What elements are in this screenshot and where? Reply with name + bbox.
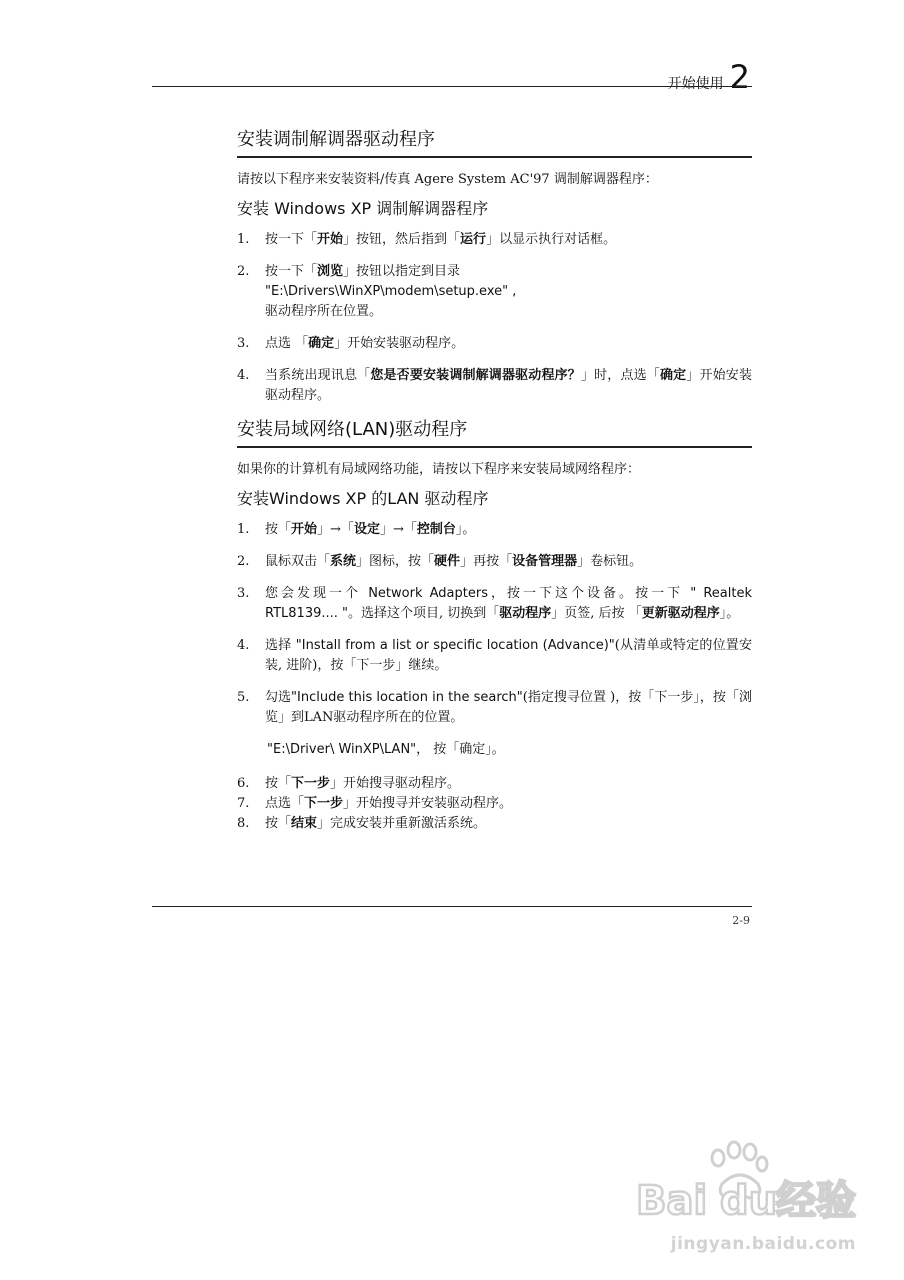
- step-text: 」图标，按「: [356, 554, 435, 569]
- ui-term: 浏览: [317, 264, 344, 279]
- option-name: "Install from a list or specific location (Advance)": [295, 638, 615, 653]
- ui-term: 系统: [330, 554, 357, 569]
- list-item: [237, 230, 752, 250]
- ui-term: 运行: [460, 232, 487, 247]
- page-content: [237, 128, 752, 834]
- step-text: 按「: [265, 776, 292, 791]
- step-text: (指定搜寻位置 )，按「下一步」，按「浏览」到LAN驱动程序所在的位置。: [265, 690, 752, 725]
- chapter-label: 开始使用: [667, 76, 724, 92]
- footer-rule: [152, 906, 752, 907]
- ui-term: 您是否要安装调制解调器驱动程序？: [370, 368, 581, 383]
- lan-path-note: "E:\Driver\ WinXP\LAN"， 按「确定」。: [267, 742, 505, 757]
- ui-term: 开始: [317, 232, 344, 247]
- ui-term: 设定: [353, 522, 380, 537]
- baidu-paw-logo-icon: [636, 1140, 861, 1230]
- baidu-jingyan-watermark: [636, 1140, 861, 1260]
- step-text: 您会发现一个: [265, 586, 369, 601]
- step-number: 4.: [237, 368, 250, 383]
- step-number: 2.: [237, 554, 250, 569]
- lan-driver-section: [237, 418, 752, 834]
- step-number: 3.: [237, 586, 250, 601]
- file-path: "E:\Drivers\WinXP\modem\setup.exe" ,: [265, 284, 517, 299]
- list-item: [237, 636, 752, 676]
- step-text: 」开始搜寻并安装驱动程序。: [343, 796, 513, 811]
- chapter-header: [600, 58, 750, 96]
- step-number: 7.: [237, 796, 250, 811]
- step-number: 5.: [237, 690, 250, 705]
- subtitle-lan-xp: 安装Windows XP 的LAN 驱动程序: [237, 489, 489, 508]
- step-text: 按「: [265, 522, 292, 537]
- watermark-url: jingyan.baidu.com: [670, 1234, 856, 1254]
- ui-term: 结束: [291, 816, 318, 831]
- step-text: 选择: [265, 638, 296, 653]
- step-number: 3.: [237, 336, 250, 351]
- ui-term: 开始: [291, 522, 318, 537]
- header-rule: [152, 86, 752, 87]
- svg-text:Bai: Bai: [636, 1178, 708, 1224]
- ui-term: 设备管理器: [512, 554, 578, 569]
- section-title-modem: 安装调制解调器驱动程序: [237, 128, 752, 158]
- svg-text:经验: 经验: [776, 1178, 856, 1224]
- page-number: 2-9: [732, 914, 750, 927]
- device-name: " Realtek RTL8139.... ": [265, 586, 753, 621]
- list-item: [237, 552, 752, 572]
- step-text: 」→「: [317, 522, 354, 537]
- step-text: 按「: [265, 816, 292, 831]
- device-name: Network Adapters: [368, 586, 488, 601]
- step-number: 8.: [237, 816, 250, 831]
- ui-term: 下一步: [304, 796, 344, 811]
- list-item: [237, 774, 752, 794]
- step-text: 」再按「: [460, 554, 513, 569]
- step-text: 」开始搜寻驱动程序。: [330, 776, 461, 791]
- section-title-lan: 安装局域网络(LAN)驱动程序: [237, 418, 752, 448]
- list-item: [237, 334, 752, 354]
- list-item: [237, 688, 752, 728]
- lan-final-steps-list: [237, 774, 752, 834]
- list-item: [237, 366, 752, 406]
- step-text: 鼠标双击「: [265, 554, 331, 569]
- section-intro-modem: 请按以下程序来安装资料/传真 Agere System AC'97 调制解调器程序：: [237, 172, 658, 187]
- step-number: 1.: [237, 232, 250, 247]
- list-item: [237, 262, 752, 322]
- step-number: 6.: [237, 776, 250, 791]
- step-text: 点选「: [265, 796, 305, 811]
- step-text: 勾选: [265, 690, 292, 705]
- ui-term: 确定: [659, 368, 687, 383]
- ui-term: 驱动程序: [499, 606, 552, 621]
- step-text: 按一下「: [265, 232, 318, 247]
- step-text: 」。: [719, 606, 740, 621]
- step-text: 驱动程序所在位置。: [265, 304, 383, 319]
- list-item: [237, 794, 752, 814]
- list-item: [237, 814, 752, 834]
- step-text: 。选择这个项目, 切换到「: [348, 606, 500, 621]
- ui-term: 硬件: [434, 554, 461, 569]
- modem-driver-section: [237, 128, 752, 406]
- modem-steps-list: [237, 230, 752, 406]
- subtitle-modem-xp: 安装 Windows XP 调制解调器程序: [237, 199, 489, 218]
- section-intro-lan: 如果你的计算机有局域网络功能，请按以下程序来安装局域网络程序：: [237, 462, 641, 477]
- step-text: 」开始安装驱动程序。: [334, 336, 465, 351]
- ui-term: 确定: [308, 336, 335, 351]
- step-text: 」卷标钮。: [577, 554, 643, 569]
- step-text: 按一下「: [265, 264, 318, 279]
- step-number: 2.: [237, 264, 250, 279]
- step-text: 」完成安装并重新激活系统。: [317, 816, 487, 831]
- step-text: 」页签, 后按 「: [551, 606, 642, 621]
- step-text: 」按钮以指定到目录: [343, 264, 461, 279]
- step-text: 」。: [455, 522, 476, 537]
- step-text: ，按一下这个设备。按一下: [487, 586, 691, 601]
- list-item: [237, 520, 752, 540]
- list-item: [237, 584, 752, 624]
- chapter-number: 2: [729, 58, 750, 96]
- step-text: 点选 「: [265, 336, 309, 351]
- step-text: 当系统出现讯息「: [265, 368, 371, 383]
- ui-term: 下一步: [291, 776, 331, 791]
- option-name: "Include this location in the search": [291, 690, 523, 705]
- step-text: 」开始安装驱动程序。: [265, 368, 752, 403]
- ui-term: 控制台: [416, 522, 456, 537]
- step-text: 」按钮，然后指到「: [343, 232, 461, 247]
- step-text: 」以显示执行对话框。: [486, 232, 617, 247]
- step-text: 」时，点选「: [580, 368, 660, 383]
- ui-term: 更新驱动程序: [641, 606, 720, 621]
- step-text: 」→「: [379, 522, 417, 537]
- step-number: 1.: [237, 522, 250, 537]
- step-text: (从清单或特定的位置安装, 进阶)，按「下一步」继续。: [265, 638, 753, 673]
- svg-text:du: du: [720, 1178, 778, 1224]
- step-number: 4.: [237, 638, 250, 653]
- lan-steps-list: [237, 520, 752, 728]
